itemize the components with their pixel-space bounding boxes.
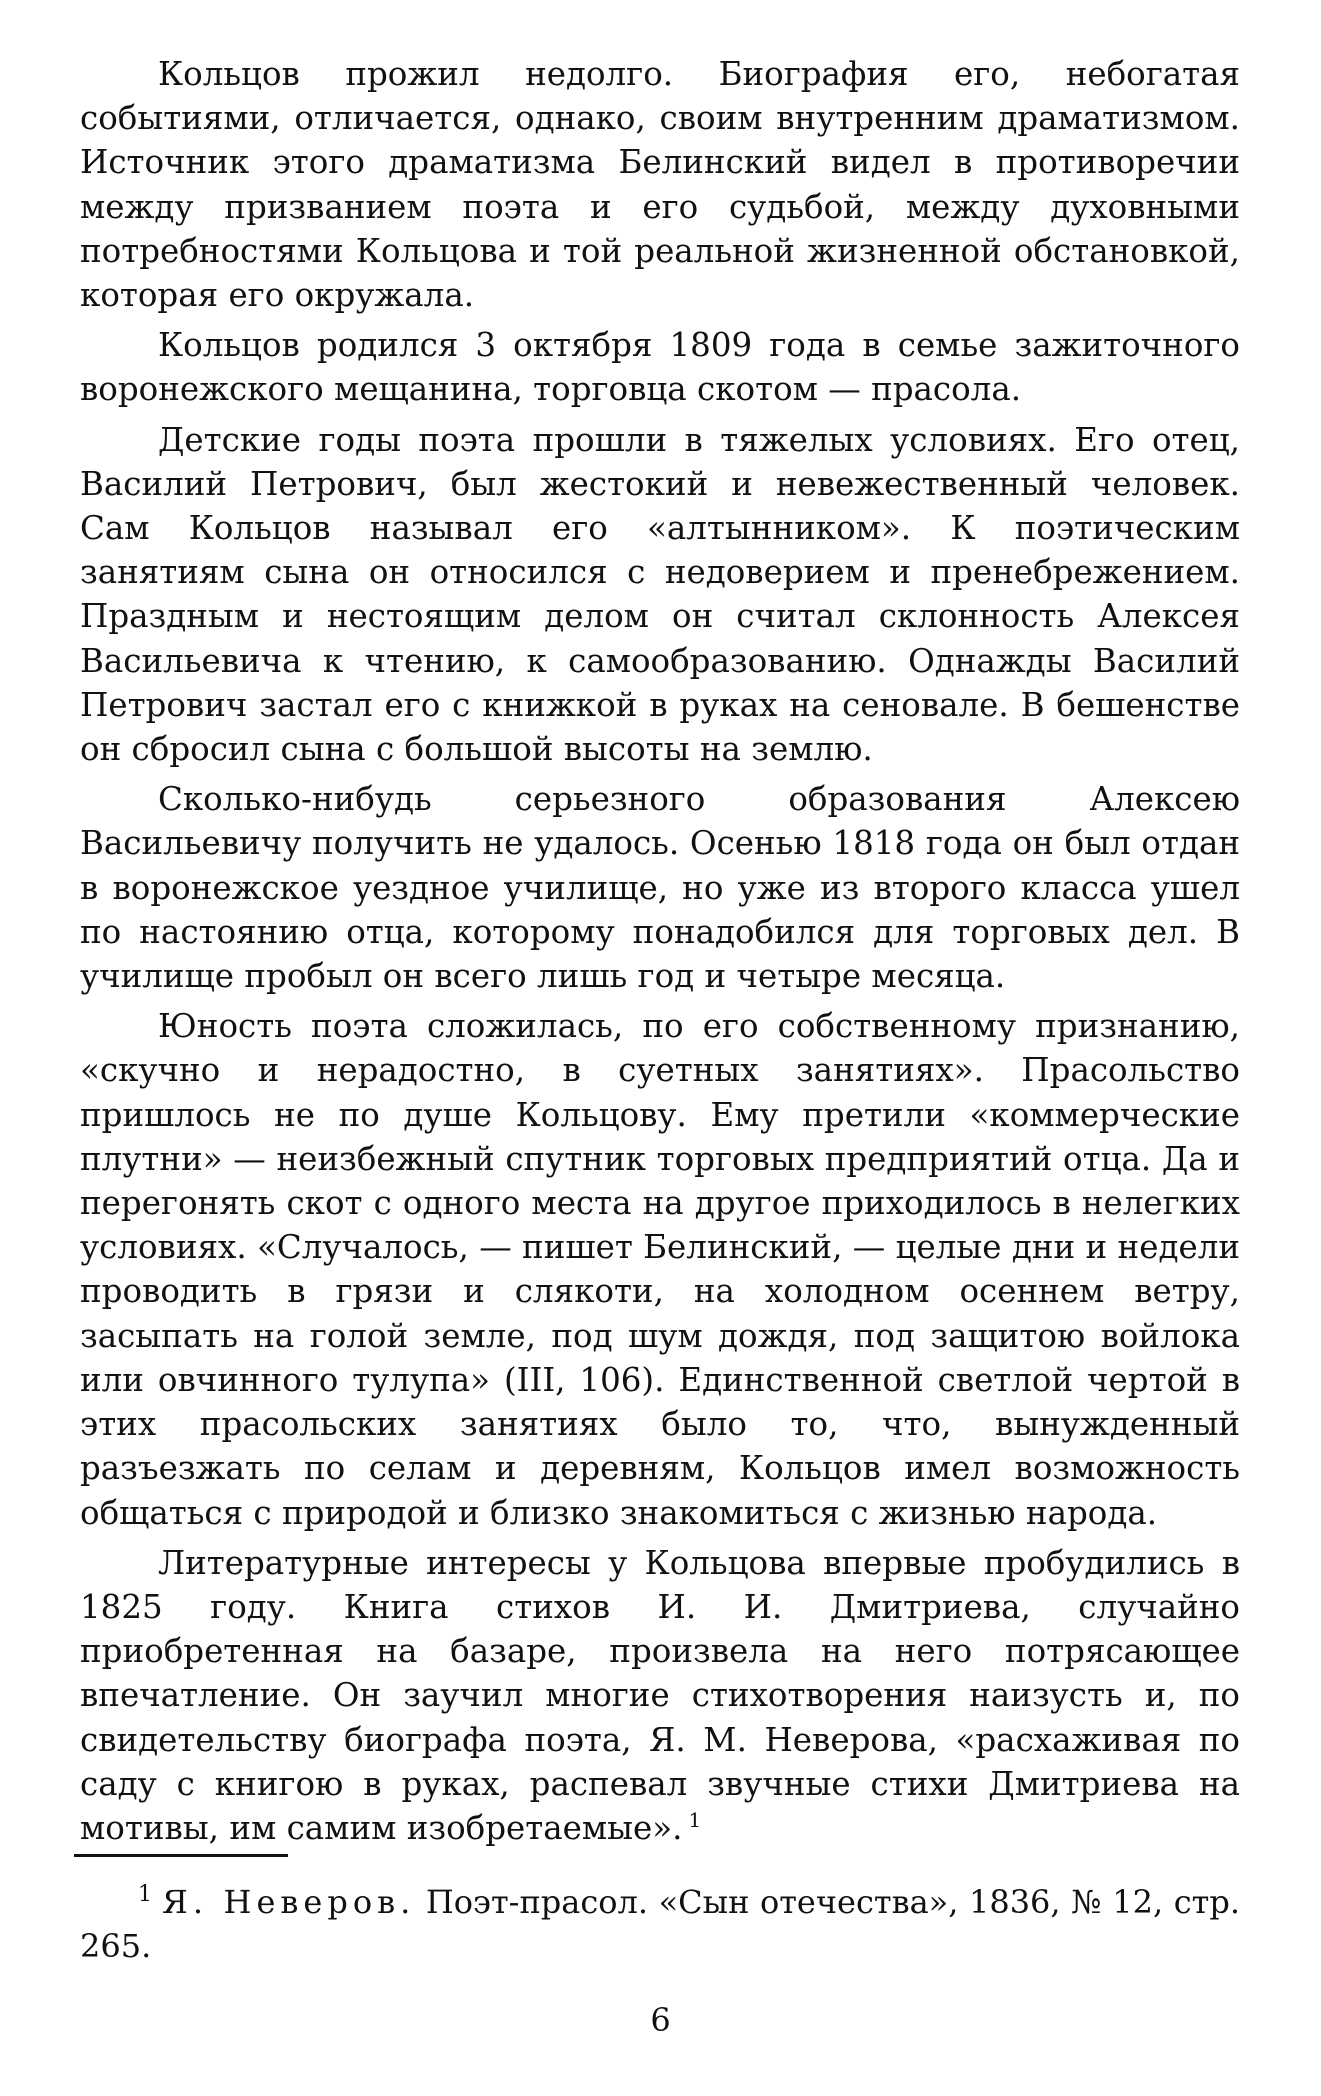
footnote <box>80 1880 1240 1968</box>
paragraph-1: Кольцов прожил недолго. Биография его, небогатая событиями, отличается, однако, своим внутренним драматизмом. Источник этого драматизма Белинский видел в противоречии между призванием поэта и его судьбой, между духовными потребностями Кольцова и той реальной жизненной обстановкой, которая его окружала. <box>80 55 1240 315</box>
paragraph-4: Сколько-нибудь серьезного образования Алексею Васильевичу получить не удалось. Осенью 1818 года он был отдан в воронежское уездное училище, но уже из второго класса ушел по настоянию отца, которому понадобился для торговых дел. В училище пробыл он всего лишь год и четыре месяца. <box>80 780 1240 996</box>
paragraph-6 <box>80 1541 1240 1850</box>
paragraph-3: Детские годы поэта прошли в тяжелых условиях. Его отец, Василий Петрович, был жестокий и невежественный человек. Сам Кольцов называл его «алтынником». К поэтическим занятиям сына он относился с недоверием и пренебрежением. Праздным и нестоящим делом он считал склонность Алексея Васильевича к чтению, к самообразованию. Однажды Василий Петрович застал его с книжкой в руках на сеновале. В бешенстве он сбросил сына с большой высоты на землю. <box>80 420 1240 769</box>
footnote-divider <box>74 1854 288 1857</box>
footnote-mark: 1 <box>138 1882 152 1908</box>
paragraph-5: Юность поэта сложилась, по его собственному признанию, «скучно и нерадостно, в суетных занятиях». Прасольство пришлось не по душе Кольцову. Ему претили «коммерческие плутни» — неизбежный спутник торговых предприятий отца. Да и перегонять скот с одного места на другое приходилось в нелегких условиях. «Случалось, — пишет Белинский, — целые дни и недели проводить в грязи и слякоти, на холодном осеннем ветру, засыпать на голой земле, под шум дождя, под защитою войлока или овчинного тулупа» (III, 106). Единственной светлой чертой в этих прасольских занятиях было то, что, вынужденный разъезжать по селам и деревням, Кольцов имел возможность общаться с природой и близко знакомиться с жизнью народа. <box>80 1007 1240 1532</box>
footnote-text: Поэт-прасол. «Сын отечества», 1836, № 12, стр. 265. <box>80 1883 1241 1965</box>
paragraph-2: Кольцов родился 3 октября 1809 года в семье зажиточного воронежского мещанина, торговца скотом — прасола. <box>80 326 1240 409</box>
footnote-reference[interactable]: 1 <box>688 1808 702 1833</box>
paragraph-6-text: Литературные интересы у Кольцова впервые пробудились в 1825 году. Книга стихов И. И. Дмитриева, случайно приобретенная на базаре, произвела на него потрясающее впечатление. Он заучил многие стихотворения наизусть и, по свидетельству биографа поэта, Я. М. Неверова, «расхаживая по саду с книгою в руках, распевал звучные стихи Дмитриева на мотивы, им самим изобретаемые». <box>80 1543 1240 1847</box>
footnote-author: Я. Неверов. <box>162 1883 416 1921</box>
body-text <box>80 52 1240 1856</box>
page-number: 6 <box>650 2001 671 2039</box>
